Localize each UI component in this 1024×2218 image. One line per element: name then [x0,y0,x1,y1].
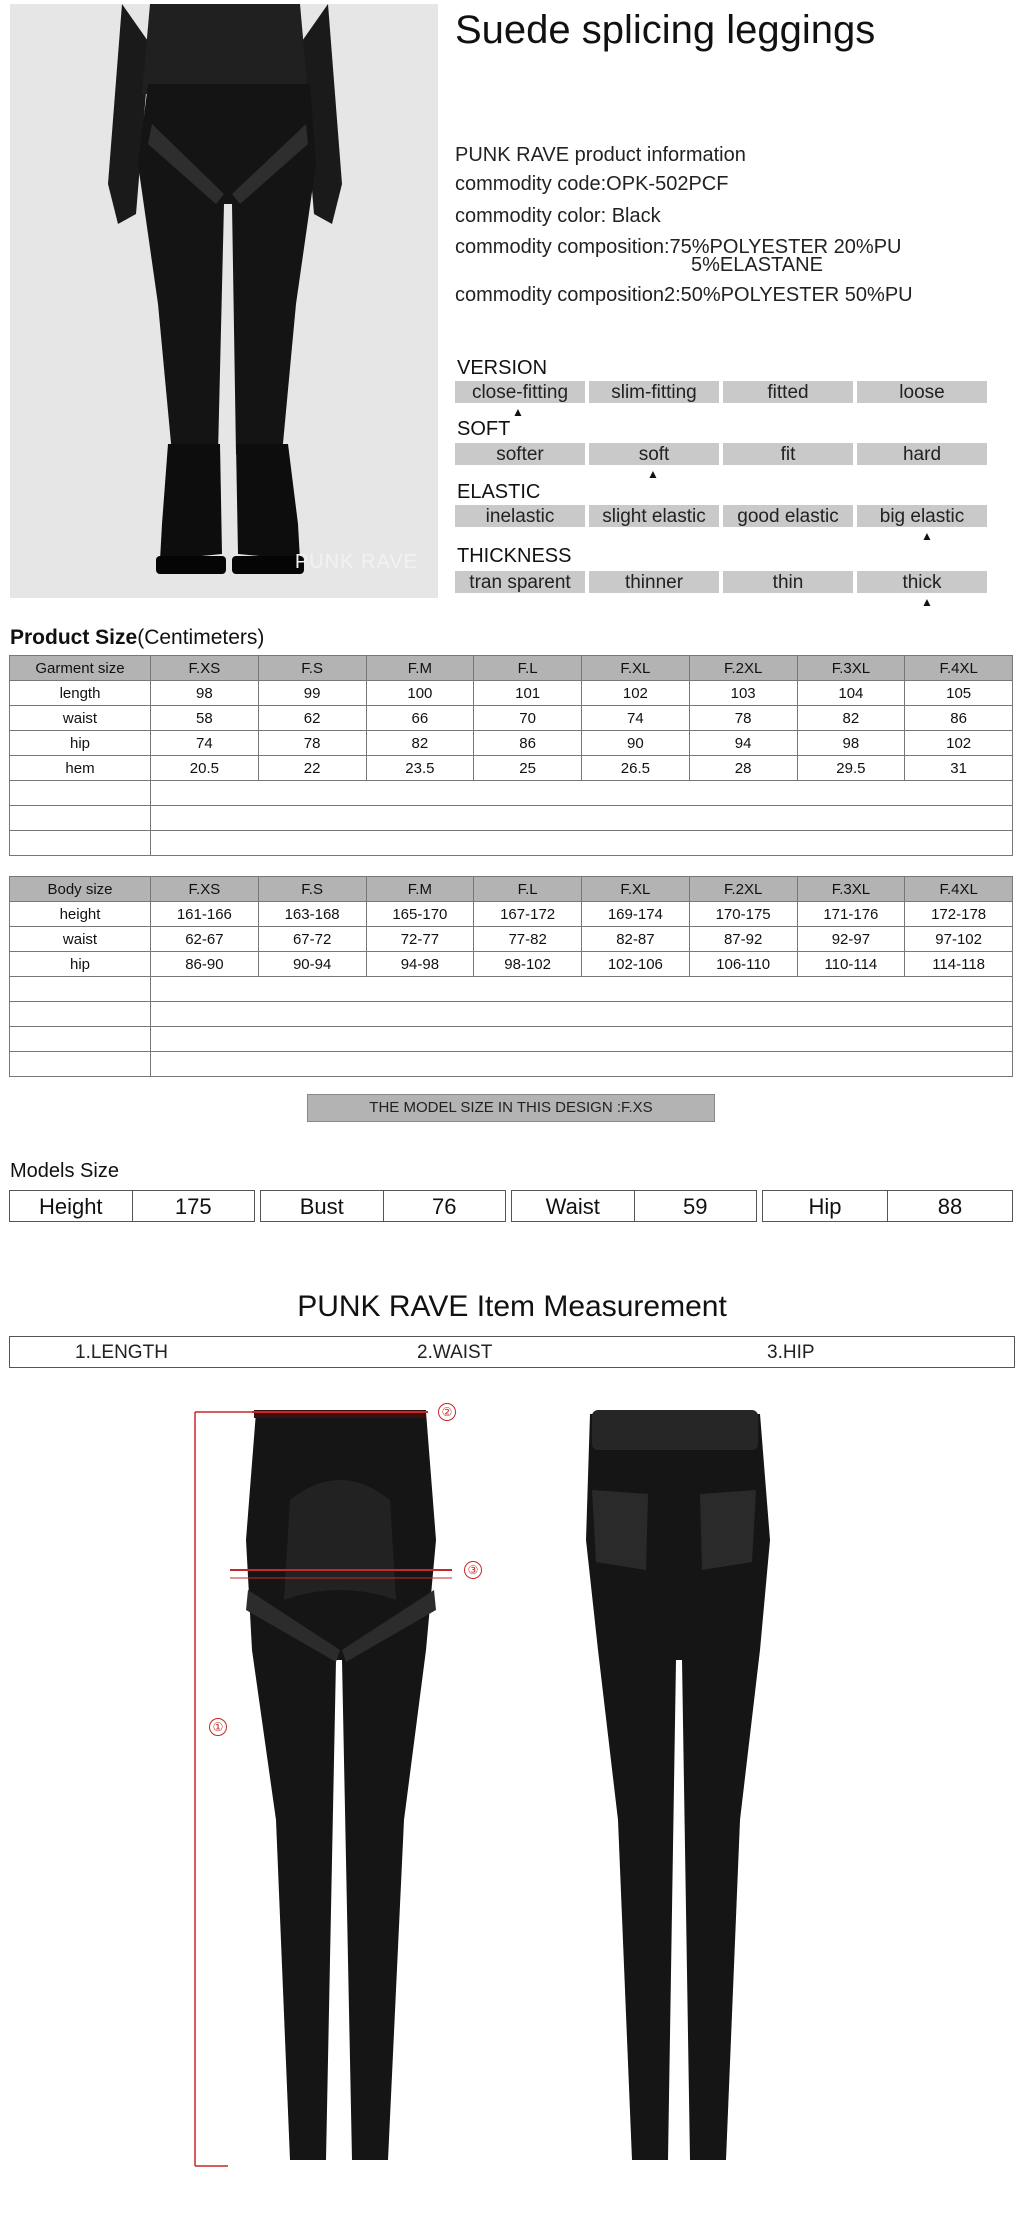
table-cell: 169-174 [582,902,690,927]
empty-cell [151,1002,1013,1027]
table-row [10,927,1013,952]
table-cell: 28 [689,756,797,781]
header-label: Body size [10,877,151,902]
table-cell: 74 [582,706,690,731]
size-header: F.XS [151,656,259,681]
table-cell: 86 [905,706,1013,731]
empty-row [10,1002,1013,1027]
table-cell: 110-114 [797,952,905,977]
front-view-image [190,1400,490,2180]
row-label: waist [10,927,151,952]
row-label: length [10,681,151,706]
table-cell: 26.5 [582,756,690,781]
size-header: F.S [258,656,366,681]
info-header: PUNK RAVE product information [455,144,746,166]
empty-cell [10,977,151,1002]
empty-cell [151,831,1013,856]
watermark-text: PUNK RAVE [294,551,418,573]
empty-cell [151,781,1013,806]
body-size-table [9,876,1013,1077]
empty-cell [151,977,1013,1002]
row-label: waist [10,706,151,731]
table-row [10,706,1013,731]
thickness-label: THICKNESS [457,545,572,567]
empty-cell [10,1002,151,1027]
commodity-composition: commodity composition:75%POLYESTER 20%PU [455,236,902,258]
thickness-option: tran sparent [455,571,585,593]
table-cell: 106-110 [689,952,797,977]
table-cell: 103 [689,681,797,706]
commodity-color: commodity color: Black [455,205,661,227]
size-header: F.XS [151,877,259,902]
table-cell: 66 [366,706,474,731]
empty-cell [10,1052,151,1077]
table-cell: 102 [905,731,1013,756]
table-cell: 100 [366,681,474,706]
row-label: hip [10,731,151,756]
table-cell: 77-82 [474,927,582,952]
size-header: F.4XL [905,656,1013,681]
empty-row [10,806,1013,831]
table-cell: 29.5 [797,756,905,781]
table-cell: 87-92 [689,927,797,952]
product-size-unit: (Centimeters) [137,626,265,649]
size-header: F.XL [582,877,690,902]
empty-row [10,1027,1013,1052]
elastic-option: inelastic [455,505,585,527]
empty-row [10,831,1013,856]
table-cell: 25 [474,756,582,781]
table-row [10,731,1013,756]
table-cell: 171-176 [797,902,905,927]
table-cell: 161-166 [151,902,259,927]
measure-hip-label: 3.HIP [767,1342,815,1363]
size-header: F.M [366,877,474,902]
version-selected-marker: ▲ [512,405,524,419]
soft-option: hard [857,443,987,465]
table-cell: 82-87 [582,927,690,952]
table-cell: 104 [797,681,905,706]
product-photo [10,4,438,598]
model-bust-value: 76 [432,1194,457,1219]
row-label: hip [10,952,151,977]
size-header: F.2XL [689,877,797,902]
table-cell: 90-94 [258,952,366,977]
soft-option: soft [589,443,719,465]
empty-row [10,1052,1013,1077]
table-cell: 72-77 [366,927,474,952]
table-cell: 98 [797,731,905,756]
commodity-composition2: commodity composition2:50%POLYESTER 50%PU [455,284,913,306]
model-hip-box [762,1190,1013,1222]
size-header: F.3XL [797,877,905,902]
version-label: VERSION [457,357,548,379]
table-row [10,902,1013,927]
measurement-legend [9,1336,1015,1368]
table-cell: 105 [905,681,1013,706]
model-hip-label: Hip [763,1191,888,1221]
empty-cell [10,1027,151,1052]
size-header: F.S [258,877,366,902]
soft-option: fit [723,443,853,465]
thickness-scale [455,571,987,593]
model-height-box [9,1190,255,1222]
empty-row [10,781,1013,806]
table-header-row [10,656,1013,681]
product-size-title [10,626,264,650]
thickness-selected-marker: ▲ [921,595,933,609]
product-size-title-bold: Product Size [10,626,138,649]
model-height-label: Height [10,1191,133,1221]
table-cell: 74 [151,731,259,756]
models-size-title: Models Size [10,1160,119,1182]
table-cell: 78 [258,731,366,756]
marker-length-circle: ① [209,1718,227,1736]
row-label: hem [10,756,151,781]
table-cell: 62-67 [151,927,259,952]
table-cell: 82 [366,731,474,756]
version-option: fitted [723,381,853,403]
table-cell: 70 [474,706,582,731]
table-cell: 82 [797,706,905,731]
elastic-selected-marker: ▲ [921,529,933,543]
garment-size-table [9,655,1013,856]
size-header: F.M [366,656,474,681]
table-cell: 20.5 [151,756,259,781]
table-cell: 86-90 [151,952,259,977]
table-cell: 90 [582,731,690,756]
table-row [10,952,1013,977]
soft-selected-marker: ▲ [647,467,659,481]
table-cell: 102 [582,681,690,706]
table-cell: 67-72 [258,927,366,952]
elastic-label: ELASTIC [457,481,541,503]
table-cell: 58 [151,706,259,731]
model-waist-box [511,1190,757,1222]
elastic-option: big elastic [857,505,987,527]
model-bust-label: Bust [261,1191,384,1221]
thickness-option: thinner [589,571,719,593]
version-option: close-fitting [455,381,585,403]
size-header: F.3XL [797,656,905,681]
marker-hip-circle: ③ [464,1561,482,1579]
model-waist-label: Waist [512,1191,635,1221]
table-cell: 23.5 [366,756,474,781]
model-size-note: THE MODEL SIZE IN THIS DESIGN :F.XS [307,1094,715,1122]
table-cell: 99 [258,681,366,706]
empty-cell [151,1052,1013,1077]
table-cell: 163-168 [258,902,366,927]
header-label: Garment size [10,656,151,681]
table-cell: 78 [689,706,797,731]
table-cell: 92-97 [797,927,905,952]
table-cell: 170-175 [689,902,797,927]
thickness-option: thick [857,571,987,593]
model-height-value: 175 [174,1194,212,1219]
size-header: F.4XL [905,877,1013,902]
table-cell: 31 [905,756,1013,781]
thickness-option: thin [723,571,853,593]
model-waist-value: 59 [683,1194,708,1219]
size-header: F.L [474,656,582,681]
table-cell: 114-118 [905,952,1013,977]
size-header: F.2XL [689,656,797,681]
measure-waist-label: 2.WAIST [417,1342,493,1363]
table-cell: 101 [474,681,582,706]
soft-scale [455,443,987,465]
table-cell: 102-106 [582,952,690,977]
size-header: F.L [474,877,582,902]
model-hip-value: 88 [937,1194,963,1219]
empty-cell [10,806,151,831]
table-cell: 94-98 [366,952,474,977]
empty-cell [10,831,151,856]
table-cell: 165-170 [366,902,474,927]
table-cell: 22 [258,756,366,781]
table-cell: 98 [151,681,259,706]
row-label: height [10,902,151,927]
version-option: loose [857,381,987,403]
empty-cell [10,781,151,806]
model-bust-box [260,1190,506,1222]
empty-cell [151,806,1013,831]
elastic-option: good elastic [723,505,853,527]
table-row [10,681,1013,706]
back-view-image [540,1400,790,2180]
elastic-scale [455,505,987,527]
soft-option: softer [455,443,585,465]
table-cell: 94 [689,731,797,756]
measurement-title: PUNK RAVE Item Measurement [297,1290,727,1323]
model-figure-image [10,4,438,598]
elastic-option: slight elastic [589,505,719,527]
table-row [10,756,1013,781]
table-cell: 86 [474,731,582,756]
table-cell: 97-102 [905,927,1013,952]
soft-label: SOFT [457,418,511,440]
measure-length-label: 1.LENGTH [75,1342,168,1363]
product-title: Suede splicing leggings [455,8,876,52]
empty-row [10,977,1013,1002]
marker-waist-circle: ② [438,1403,456,1421]
version-option: slim-fitting [589,381,719,403]
table-cell: 167-172 [474,902,582,927]
table-cell: 172-178 [905,902,1013,927]
table-cell: 62 [258,706,366,731]
version-scale [455,381,987,403]
empty-cell [151,1027,1013,1052]
table-header-row [10,877,1013,902]
size-header: F.XL [582,656,690,681]
commodity-code: commodity code:OPK-502PCF [455,173,729,195]
commodity-composition-cont: 5%ELASTANE [691,254,823,276]
table-cell: 98-102 [474,952,582,977]
